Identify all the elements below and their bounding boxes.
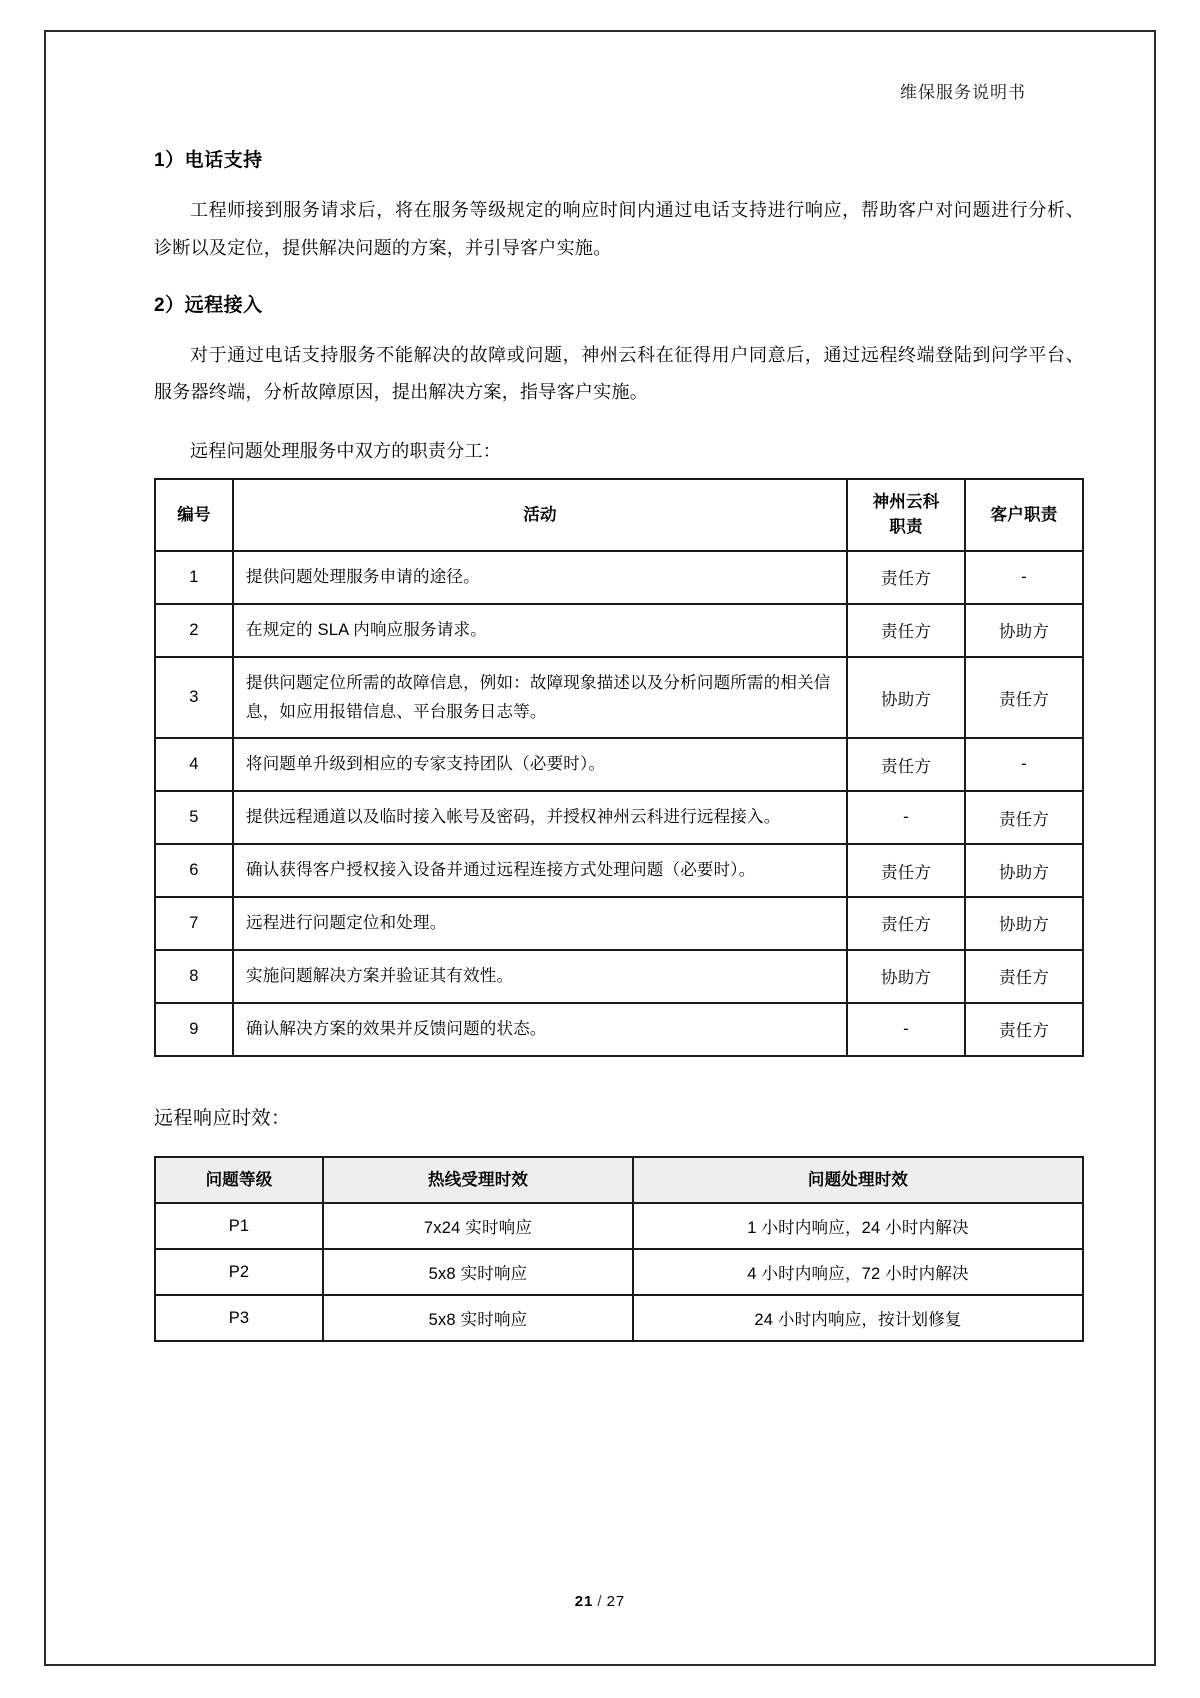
table-header-row bbox=[155, 1157, 1083, 1204]
section-paragraph-remote-access: 对于通过电话支持服务不能解决的故障或问题，神州云科在征得用户同意后，通过远程终端登陆到问学平台、服务器终端，分析故障原因，提出解决方案，指导客户实施。 bbox=[154, 344, 1084, 403]
cell-activity: 提供问题处理服务申请的途径。 bbox=[233, 551, 847, 604]
cell-vendor: - bbox=[847, 1003, 965, 1056]
cell-customer: 责任方 bbox=[965, 791, 1083, 844]
cell-no: 5 bbox=[155, 791, 233, 844]
cell-activity: 确认解决方案的效果并反馈问题的状态。 bbox=[233, 1003, 847, 1056]
sla-table bbox=[154, 1156, 1084, 1343]
cell-customer: 协助方 bbox=[965, 604, 1083, 657]
page-footer bbox=[44, 1593, 1156, 1610]
cell-level: P1 bbox=[155, 1203, 323, 1249]
page-content bbox=[44, 30, 1156, 1666]
cell-no: 6 bbox=[155, 844, 233, 897]
column-header-activity: 活动 bbox=[233, 479, 847, 551]
column-header-handling: 问题处理时效 bbox=[633, 1157, 1083, 1204]
cell-hotline: 5x8 实时响应 bbox=[323, 1249, 633, 1295]
sla-table-caption: 远程响应时效： bbox=[154, 1107, 291, 1129]
cell-customer: - bbox=[965, 738, 1083, 791]
cell-customer: 责任方 bbox=[965, 1003, 1083, 1056]
cell-hotline: 5x8 实时响应 bbox=[323, 1295, 633, 1341]
cell-customer: 协助方 bbox=[965, 844, 1083, 897]
page-header: 维保服务说明书 bbox=[900, 83, 1026, 102]
cell-activity: 远程进行问题定位和处理。 bbox=[233, 897, 847, 950]
cell-vendor: 责任方 bbox=[847, 551, 965, 604]
cell-customer: 责任方 bbox=[965, 657, 1083, 739]
cell-activity: 确认获得客户授权接入设备并通过远程连接方式处理问题（必要时）。 bbox=[233, 844, 847, 897]
cell-activity: 提供远程通道以及临时接入帐号及密码，并授权神州云科进行远程接入。 bbox=[233, 791, 847, 844]
column-header-no: 编号 bbox=[155, 479, 233, 551]
cell-vendor: 协助方 bbox=[847, 950, 965, 1003]
column-header-vendor bbox=[847, 479, 965, 551]
section-heading-phone-support: 1）电话支持 bbox=[154, 150, 263, 171]
table-row bbox=[155, 1295, 1083, 1341]
cell-no: 8 bbox=[155, 950, 233, 1003]
cell-customer: - bbox=[965, 551, 1083, 604]
table-row bbox=[155, 897, 1083, 950]
cell-hotline: 7x24 实时响应 bbox=[323, 1203, 633, 1249]
cell-activity: 在规定的 SLA 内响应服务请求。 bbox=[233, 604, 847, 657]
cell-customer: 责任方 bbox=[965, 950, 1083, 1003]
responsibility-table bbox=[154, 478, 1084, 1056]
cell-no: 1 bbox=[155, 551, 233, 604]
cell-vendor: - bbox=[847, 791, 965, 844]
cell-vendor: 责任方 bbox=[847, 738, 965, 791]
cell-vendor: 责任方 bbox=[847, 844, 965, 897]
cell-activity: 提供问题定位所需的故障信息，例如：故障现象描述以及分析问题所需的相关信息，如应用报错信息、平台服务日志等。 bbox=[233, 657, 847, 739]
table-row bbox=[155, 604, 1083, 657]
table-row bbox=[155, 950, 1083, 1003]
responsibility-table-caption: 远程问题处理服务中双方的职责分工： bbox=[190, 441, 502, 462]
cell-no: 9 bbox=[155, 1003, 233, 1056]
cell-vendor: 协助方 bbox=[847, 657, 965, 739]
cell-vendor: 责任方 bbox=[847, 604, 965, 657]
table-row bbox=[155, 1249, 1083, 1295]
table-row bbox=[155, 791, 1083, 844]
section-heading-remote-access: 2）远程接入 bbox=[154, 294, 263, 316]
table-header-row bbox=[155, 479, 1083, 551]
cell-level: P3 bbox=[155, 1295, 323, 1341]
footer-total-pages: 27 bbox=[606, 1593, 626, 1610]
column-header-vendor-line2: 职责 bbox=[889, 518, 923, 537]
cell-activity: 实施问题解决方案并验证其有效性。 bbox=[233, 950, 847, 1003]
cell-activity: 将问题单升级到相应的专家支持团队（必要时）。 bbox=[233, 738, 847, 791]
cell-vendor: 责任方 bbox=[847, 897, 965, 950]
section-paragraph-phone-support: 工程师接到服务请求后，将在服务等级规定的响应时间内通过电话支持进行响应，帮助客户对问题进行分析、诊断以及定位，提供解决问题的方案，并引导客户实施。 bbox=[154, 200, 1084, 258]
table-row bbox=[155, 1203, 1083, 1249]
cell-handling: 4 小时内响应，72 小时内解决 bbox=[633, 1249, 1083, 1295]
table-row bbox=[155, 738, 1083, 791]
footer-page-number: 21 bbox=[574, 1593, 594, 1610]
cell-no: 4 bbox=[155, 738, 233, 791]
cell-handling: 24 小时内响应，按计划修复 bbox=[633, 1295, 1083, 1341]
cell-customer: 协助方 bbox=[965, 897, 1083, 950]
cell-level: P2 bbox=[155, 1249, 323, 1295]
table-row bbox=[155, 657, 1083, 739]
cell-no: 3 bbox=[155, 657, 233, 739]
column-header-customer: 客户职责 bbox=[965, 479, 1083, 551]
table-row bbox=[155, 551, 1083, 604]
cell-handling: 1 小时内响应，24 小时内解决 bbox=[633, 1203, 1083, 1249]
column-header-vendor-line1: 神州云科 bbox=[872, 493, 940, 512]
column-header-level: 问题等级 bbox=[155, 1157, 323, 1204]
column-header-hotline: 热线受理时效 bbox=[323, 1157, 633, 1204]
cell-no: 7 bbox=[155, 897, 233, 950]
table-row bbox=[155, 1003, 1083, 1056]
table-row bbox=[155, 844, 1083, 897]
cell-no: 2 bbox=[155, 604, 233, 657]
footer-separator: / bbox=[597, 1593, 603, 1610]
